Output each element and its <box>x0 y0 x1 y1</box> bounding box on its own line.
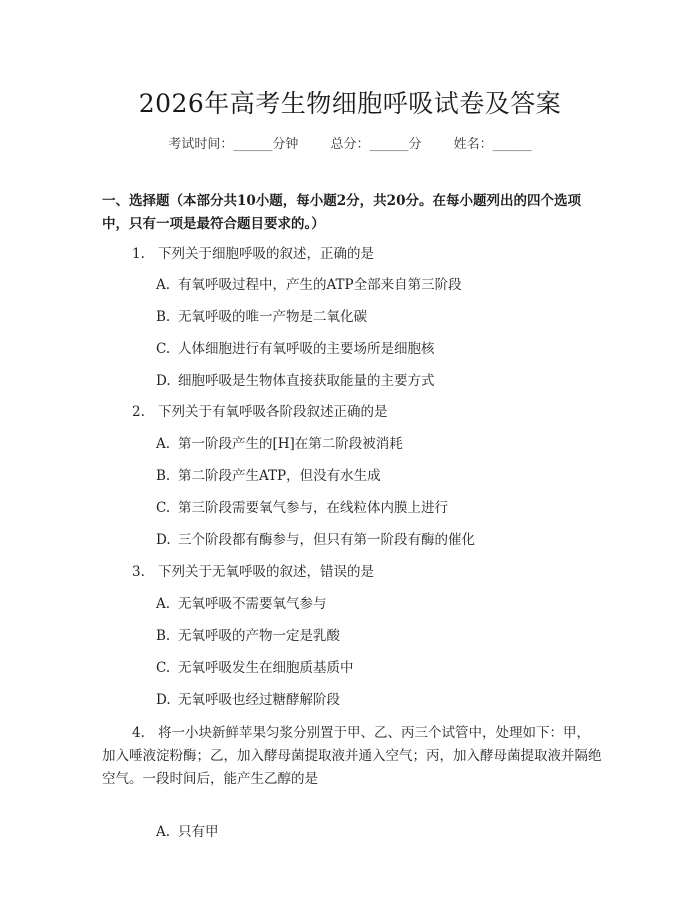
option-item <box>156 371 596 391</box>
option-text: 无氧呼吸的唯一产物是二氧化碳 <box>178 309 367 325</box>
exam-time-field: 考试时间：______分钟 <box>168 137 299 152</box>
option-item <box>156 339 596 359</box>
page-title: 2026年高考生物细胞呼吸试卷及答案 <box>138 89 562 118</box>
question-number: 4. <box>132 725 145 741</box>
option-item <box>156 498 596 518</box>
question-stem <box>132 562 602 582</box>
question-number: 1. <box>132 246 145 262</box>
option-text: 细胞呼吸是生物体直接获取能量的主要方式 <box>178 373 435 389</box>
option-text: 第二阶段产生ATP，但没有水生成 <box>178 468 381 484</box>
option-letter: D. <box>156 532 171 548</box>
option-text: 无氧呼吸也经过糖酵解阶段 <box>178 692 340 708</box>
question-number: 2. <box>132 404 145 420</box>
option-text: 三个阶段都有酶参与，但只有第一阶段有酶的催化 <box>178 532 475 548</box>
option-letter: C. <box>156 341 171 357</box>
question-stem <box>102 722 602 791</box>
option-item <box>156 594 596 614</box>
option-letter: B. <box>156 309 171 325</box>
option-item <box>156 822 596 842</box>
option-text: 无氧呼吸的产物一定是乳酸 <box>178 628 340 644</box>
option-letter: B. <box>156 468 171 484</box>
option-item <box>156 626 596 646</box>
question-text: 下列关于细胞呼吸的叙述，正确的是 <box>158 246 374 262</box>
option-text: 只有甲 <box>178 824 219 840</box>
option-item <box>156 530 596 550</box>
option-letter: A. <box>156 277 171 293</box>
option-item <box>156 466 596 486</box>
option-letter: C. <box>156 660 171 676</box>
option-item <box>156 307 596 327</box>
question-text: 下列关于无氧呼吸的叙述，错误的是 <box>158 564 374 580</box>
option-text: 无氧呼吸不需要氧气参与 <box>178 596 327 612</box>
option-item <box>156 658 596 678</box>
exam-meta <box>0 133 700 152</box>
option-letter: D. <box>156 692 171 708</box>
option-text: 第三阶段需要氧气参与，在线粒体内膜上进行 <box>178 500 448 516</box>
question-text: 将一小块新鲜苹果匀浆分别置于甲、乙、丙三个试管中，处理如下：甲，加入唾液淀粉酶；乙，加入酵母菌提取液并通入空气；丙，加入酵母菌提取液并隔绝空气。一段时间后，能产生乙醇的是 <box>102 725 602 787</box>
total-score-field: 总分：______分 <box>330 137 422 152</box>
option-item <box>156 690 596 710</box>
option-letter: A. <box>156 824 171 840</box>
option-letter: B. <box>156 628 171 644</box>
section-heading: 一、选择题（本部分共10小题，每小题2分，共20分。在每小题列出的四个选项中，只有一项是最符合题目要求的。） <box>102 193 581 232</box>
question-stem <box>132 402 602 422</box>
student-name-field: 姓名：______ <box>453 137 532 152</box>
option-text: 无氧呼吸发生在细胞质基质中 <box>178 660 354 676</box>
option-item <box>156 275 596 295</box>
option-letter: A. <box>156 436 171 452</box>
option-letter: A. <box>156 596 171 612</box>
question-text: 下列关于有氧呼吸各阶段叙述正确的是 <box>158 404 388 420</box>
option-text: 第一阶段产生的[H]在第二阶段被消耗 <box>178 436 403 452</box>
option-text: 人体细胞进行有氧呼吸的主要场所是细胞核 <box>178 341 435 357</box>
option-letter: D. <box>156 373 171 389</box>
option-text: 有氧呼吸过程中，产生的ATP全部来自第三阶段 <box>178 277 462 293</box>
option-item <box>156 434 596 454</box>
question-stem <box>132 244 602 264</box>
option-letter: C. <box>156 500 171 516</box>
question-number: 3. <box>132 564 145 580</box>
